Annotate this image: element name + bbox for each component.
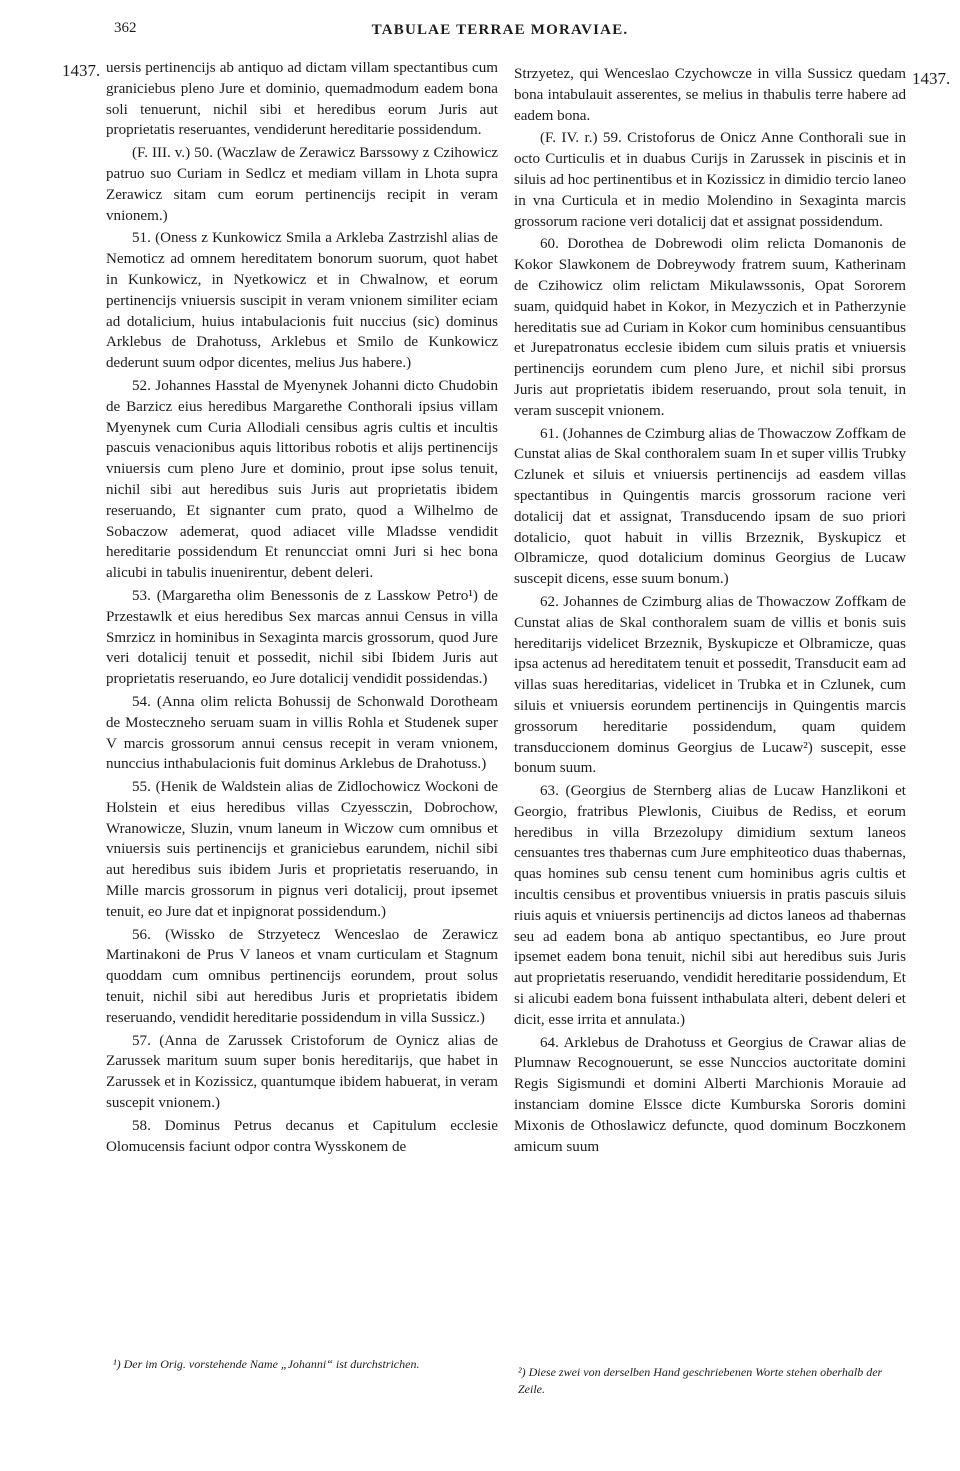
entry-52: 52. Johannes Hasstal de Myenynek Johanni dicto Chudobin de Barzicz eius heredibus Margarethe Conthorali ipsius villam Myenynek cum Curia Allodiali censibus agris cultis et incultis pascuis venacionibus aquis littoribus robotis et alijs pertinencijs vniuersis cum pleno Jure et dominio, prout ipse solus tenuit, nichil sibi aut heredibus suis Juris aut proprietatis ibidem reseruando, Et signanter cum prato, quod a Wilhelmo de Sobaczow ademerat, quod adiacet ville Mladsse vendidit hereditarie possidendum Et renuncciat omni Juri si hec bona alicubi in tabulis inuenirentur, debent deleri.: [106, 377, 498, 582]
entry-64: 64. Arklebus de Drahotuss et Georgius de Crawar alias de Plumnaw Recognouerunt, se esse Nunccios auctoritate domini Regis Sigismundi et domini Alberti Marchionis Morauie ad instanciam domine Elssce dicte Kumburska Sororis domini Mixonis de Othoslawicz defuncte, quod dominum Boczkonem amicum suum: [514, 1034, 906, 1155]
entry-61: 61. (Johannes de Czimburg alias de Thowaczow Zoffkam de Cunstat alias de Skal conthoralem suam In et super villis Trubky Czlunek et siluis et vniuersis pertinencijs ad easdem villas spectantibus in Quingentis marcis grossorum racione veri dotalicij dat et assignat, Transducendo ipsam de suo priori dotalicio, quot habuit in villis Brzeznik, Byskupicz et Olbramicze, quod dotalicium dominus Georgius de Lucaw suscepit dicens, esse suum bonum.): [514, 425, 906, 588]
page-number: 362: [114, 20, 137, 36]
entry-55: 55. (Henik de Waldstein alias de Zidlochowicz Wockoni de Holstein et eius heredibus villas Czyessczin, Dobrochow, Wranowicze, Sluzin, vnum laneum in Wiczow cum omnibus et vniuersis suis pertinencijs et graniciebus earundem, nichil sibi aut heredibus suis ibidem Juris et proprietatis reseruando, in Mille marcis grossorum in pignus veri dotalicij, prout ipsemet tenuit, eo Jure dat et inpignorat possidendum.): [106, 779, 498, 920]
entry-62: 62. Johannes de Czimburg alias de Thowaczow Zoffkam de Cunstat alias de Skal conthoralem suam de villis et bonis suis hereditarijs videlicet Brzeznik, Byskupicze et Olbramicze, quas ipsa actenus ad hereditatem tenuit et possedit, Transducit eam ad villas suas hereditarias, videlicet in Trubka et in Czlunek, cum siluis et vniuersis eorundem pertinencijs in Quingentis marcis grossorum hereditarie possidendum, quam quidem transduccionem dominus Georgius de Lucaw²) suscepit, esse bonum suum.: [514, 593, 906, 777]
left-column: [106, 58, 498, 1157]
entry-63: 63. (Georgius de Sternberg alias de Lucaw Hanzlikoni et Georgio, fratribus Plewlonis, Ciuibus de Rediss, et eorum heredibus in villa Brzezolupy dimidium sextum laneos censuantes tres thabernas cum Jure emphiteotico duas thabernas, quas homines sub censu tenent cum hominibus agris cultis et incultis censibus et proventibus vniuersis in pratis pascuis siluis riuis aquis et vniuersis pertinencijs ad dictos laneos ad thabernas seu ad eadem bona ab antiquo spectantibus, eo Jure prout ipsemet eadem bona tenuit, nichil sibi aut heredibus suis Juris aut proprietatis reseruando, vendidit hereditarie possidendum, Et si alicubi eadem bona fuissent inthabulata alteri, debent deleri et dicit, esse irrita et annulata.): [514, 783, 906, 1028]
year-marker-left: 1437.: [62, 61, 101, 80]
paragraph-continuation: Strzyetez, qui Wenceslao Czychowcze in villa Sussicz quedam bona intabulauit asserentes, se melius in thabulis terre habere ad eadem bona.: [514, 66, 906, 124]
footnote-2: ²) Diese zwei von derselben Hand geschriebenen Worte stehen oberhalb der Zeile.: [518, 1365, 883, 1396]
paragraph-continuation: uersis pertinencijs ab antiquo ad dictam villam spectantibus cum graniciebus pleno Jure et dominio, quemadmodum eadem bona soli tenuerunt, nichil sibi et heredibus eorum Juris aut proprietatis reseruantes, vendiderunt hereditarie possidendum.: [106, 60, 498, 139]
footnote-1: ¹) Der im Orig. vorstehende Name „Johanni“ ist durchstrichen.: [113, 1357, 420, 1371]
entry-60: 60. Dorothea de Dobrewodi olim relicta Domanonis de Kokor Slawkonem de Dobreywody fratrem suum, Katherinam de Czihowicz olim relictam Mikulawssonis, Opat Sororem suam, quidquid habet in Kokor, in Mezyczich et in Patherzynie hereditatis sue ad Curiam in Kokor cum hominibus censuantibus et Jurepatronatus ecclesie ibidem cum siluis pratis et vniuersis pertinencijs eorundem cum pleno Jure, et nichil sibi prorsus Juris aut proprietatis ibidem reseruando, prout sola tenuit, in veram suscepit vnionem.: [514, 236, 906, 419]
year-marker-right: 1437.: [912, 69, 951, 88]
entry-54: 54. (Anna olim relicta Bohussij de Schonwald Dorotheam de Mosteczneho seruam suam in villis Rohla et Studenek super V marcis grossorum annui census recepit in veram vnionem, nunccius inthabulacionis fuit dominus Arklebus de Drahotuss.): [106, 693, 498, 773]
entry-59: (F. IV. r.) 59. Cristoforus de Onicz Anne Conthorali sue in octo Curticulis et in duabus Curijs in Zarussek in piscinis et in siluis ad hoc pertinentibus et in Kozissicz in dimidio tercio laneo in vna Curticula et in medio Molendino in Sexaginta marcis grossorum racione veri dotalicij dat et assignat possidendum.: [514, 130, 906, 230]
entry-58: 58. Dominus Petrus decanus et Capitulum ecclesie Olomucensis faciunt odpor contra Wysskonem de: [106, 1117, 498, 1155]
page-header: [0, 18, 960, 48]
entry-56: 56. (Wissko de Strzyetecz Wenceslao de Zerawicz Martinakoni de Prus V laneos et vnam curticulam et Stagnum quoddam cum omnibus pertinencijs eorundem, prout solus tenuit, nichil sibi aut heredibus Juris et proprietatis ibidem reseruando, vendidit hereditarie possidendum in villa Sussicz.): [106, 926, 498, 1026]
entry-53: 53. (Margaretha olim Benessonis de z Lasskow Petro¹) de Przestawlk et eius heredibus Sex marcas annui Census in villa Smrzicz in hominibus in Sexaginta marcis grossorum, quod Jure veri dotalicij tenuit et possedit, nichil sibi Ibidem Juris aut proprietatis reseruando, eo Jure dotalicij vendidit possidendas.): [106, 587, 498, 688]
right-column: [514, 64, 906, 1157]
entry-50: (F. III. v.) 50. (Waczlaw de Zerawicz Barssowy z Czihowicz patruo suo Curiam in Sedlcz et mediam villam in Lhota supra Zerawicz sitam cum eorum pertinencijs recipit in veram vnionem.): [106, 145, 498, 224]
running-title: TABULAE TERRAE MORAVIAE.: [371, 22, 629, 38]
entry-57: 57. (Anna de Zarussek Cristoforum de Oynicz alias de Zarussek maritum suum super bonis hereditarijs, que habet in Zarussek et in Kozissicz, quantumque ibidem habuerat, in veram suscepit vnionem.): [106, 1032, 498, 1112]
entry-51: 51. (Oness z Kunkowicz Smila a Arkleba Zastrzishl alias de Nemoticz ad omnem hereditatem bonorum suorum, quot habet in Kunkowicz, in Nyetkowicz et in Chwalnow, et eorum pertinencijs vniuersis suscipit in veram vnionem similiter eciam ad dotalicium, huius intabulacionis fuit nuccius (sic) dominus Arklebus de Drahotuss, Arklebus et Smilo de Kunkowicz dederunt suum odpor dicentes, melius Jus habere.): [106, 230, 498, 372]
